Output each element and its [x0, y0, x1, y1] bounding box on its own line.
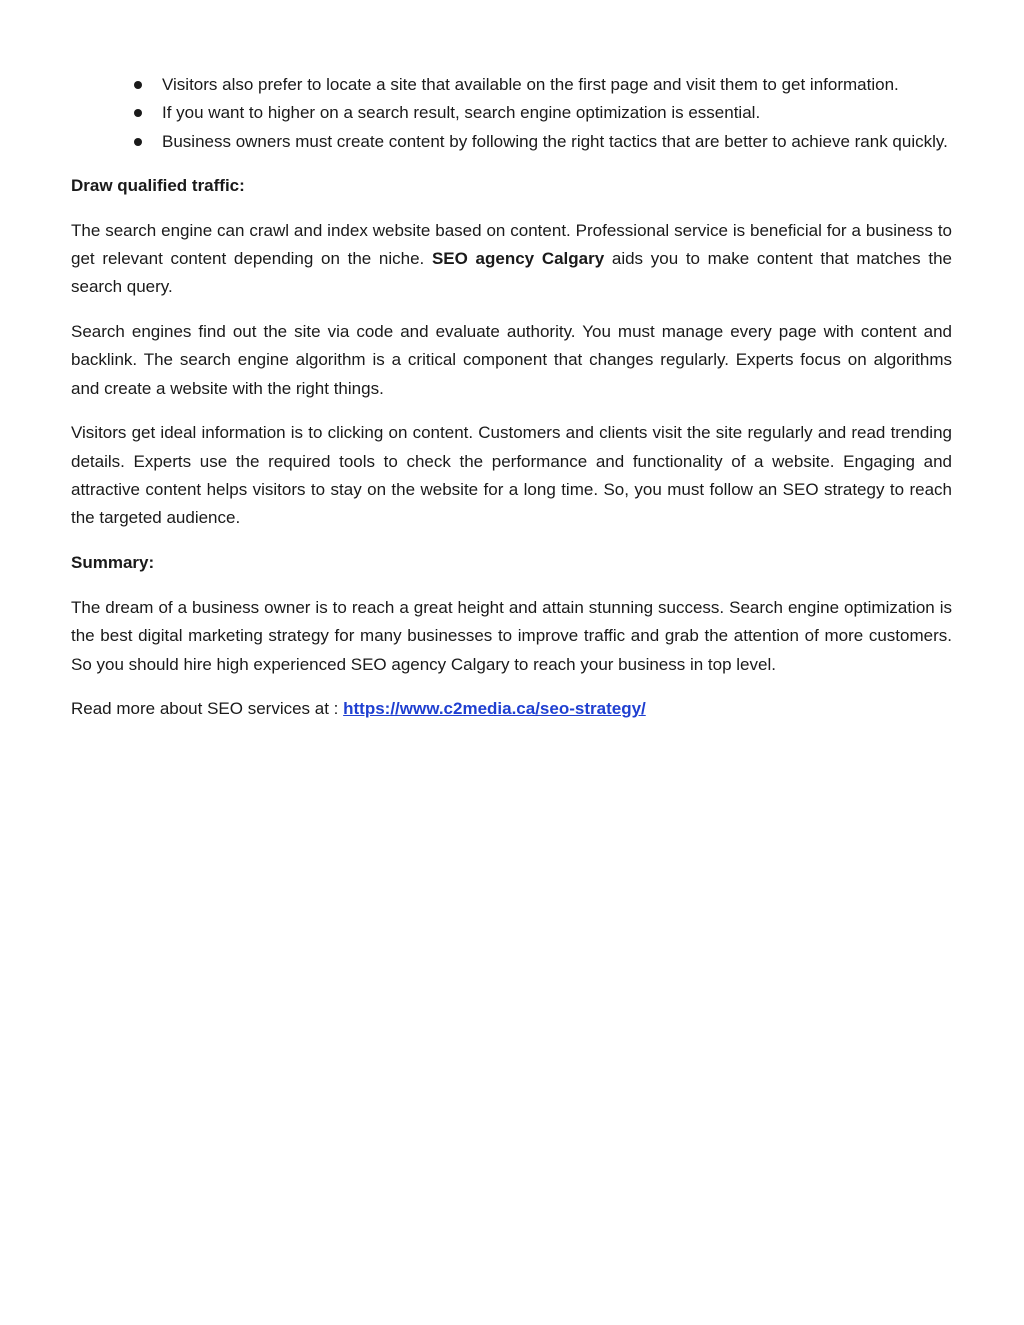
bullet-icon [134, 109, 142, 117]
list-item [162, 99, 952, 127]
paragraph-crawl-index [71, 217, 952, 302]
bullet-text: If you want to higher on a search result, search engine optimization is essential. [162, 103, 761, 123]
paragraph-read-more [71, 695, 952, 723]
seo-strategy-link[interactable]: https://www.c2media.ca/seo-strategy/ [343, 699, 646, 719]
paragraph-search-engines: Search engines find out the site via code and evaluate authority. You must manage every page with content and backlink. The search engine algorithm is a critical component that changes regularly. Experts focus on algorithms and create a website with the right things. [71, 322, 952, 398]
paragraph-summary: The dream of a business owner is to reach a great height and attain stunning success. Search engine optimization is the best digital marketing strategy for many businesses to improve traffic and grab the attention of more customers. So you should hire high experienced SEO agency Calgary to reach your business in top level. [71, 597, 952, 674]
bullet-text: Visitors also prefer to locate a site that available on the first page and visit them to get information. [162, 75, 899, 94]
paragraph-text: The search engine can crawl and index website based on content. Professional service is beneficial for a business to get relevant content depending on the niche. [71, 220, 952, 268]
section-heading-traffic: Draw qualified traffic: [71, 175, 245, 195]
bullet-text: Business owners must create content by following the right tactics that are better to achieve rank quickly. [162, 131, 948, 151]
bullet-icon [134, 138, 142, 146]
bullet-list [71, 71, 952, 156]
bullet-icon [134, 81, 142, 89]
document-page [71, 71, 952, 740]
paragraph-text: aids you to make content that matches the search query. [71, 248, 952, 297]
list-item [162, 71, 952, 99]
bold-keyword: SEO agency Calgary [431, 248, 605, 268]
paragraph-visitors: Visitors get ideal information is to clicking on content. Customers and clients visit the site regularly and read trending details. Experts use the required tools to check the performance and functionality of a website. Engaging and attractive content helps visitors to stay on the website for a long time. So, you must follow an SEO strategy to reach the targeted audience. [71, 423, 952, 528]
list-item [162, 128, 952, 156]
read-more-label: Read more about SEO services at : [71, 699, 344, 719]
section-heading-summary: Summary: [71, 553, 155, 573]
